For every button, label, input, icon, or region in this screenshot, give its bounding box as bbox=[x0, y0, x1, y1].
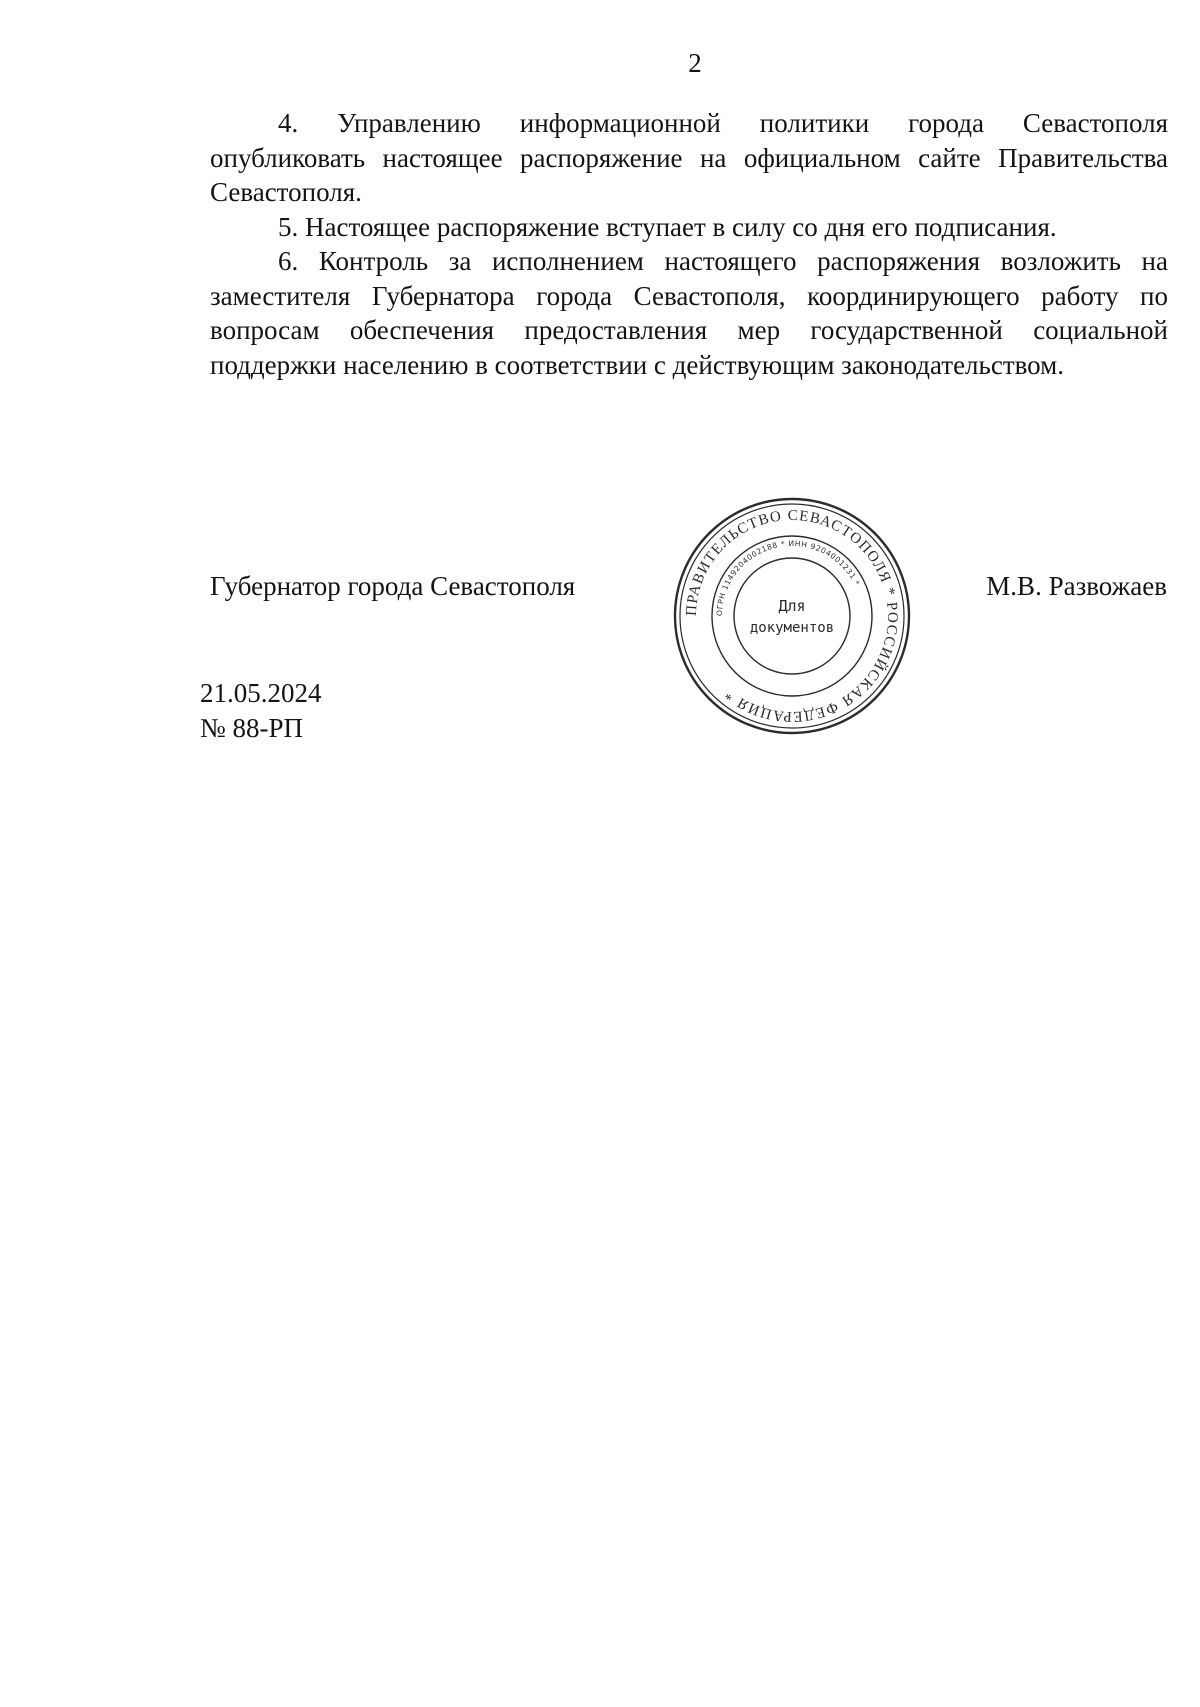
seal-center-line2: документов bbox=[749, 620, 835, 636]
seal-center-line1: Для bbox=[778, 597, 806, 615]
order-body bbox=[210, 106, 1168, 382]
paragraph-6: 6. Контроль за исполнением настоящего распоряжения возложить на заместителя Губернатора города Севастополя, координирующего работу по вопросам обеспечения предоставления мер государственной социальной поддержки населению в соответствии с действующим законодательством. bbox=[210, 246, 1168, 380]
page-number: 2 bbox=[688, 48, 702, 78]
seal-inner-text: ОГРН 1149204002188 * ИНН 9204001231 * bbox=[714, 538, 862, 617]
paragraph-4: 4. Управлению информационной политики города Севастополя опубликовать настоящее распоряжение на официальном сайте Правительства Севастополя. bbox=[210, 108, 1168, 207]
signatory-name: М.В. Развожаев bbox=[986, 571, 1167, 601]
document-date: 21.05.2024 bbox=[200, 678, 322, 708]
paragraph-5: 5. Настоящее распоряжение вступает в силу со дня его подписания. bbox=[278, 211, 1057, 242]
official-seal bbox=[672, 496, 912, 736]
document-number: № 88-РП bbox=[200, 713, 304, 743]
signatory-title: Губернатор города Севастополя bbox=[210, 571, 576, 601]
seal-outer-text: ПРАВИТЕЛЬСТВО СЕВАСТОПОЛЯ * РОССИЙСКАЯ ФЕДЕРАЦИЯ * bbox=[683, 507, 901, 725]
